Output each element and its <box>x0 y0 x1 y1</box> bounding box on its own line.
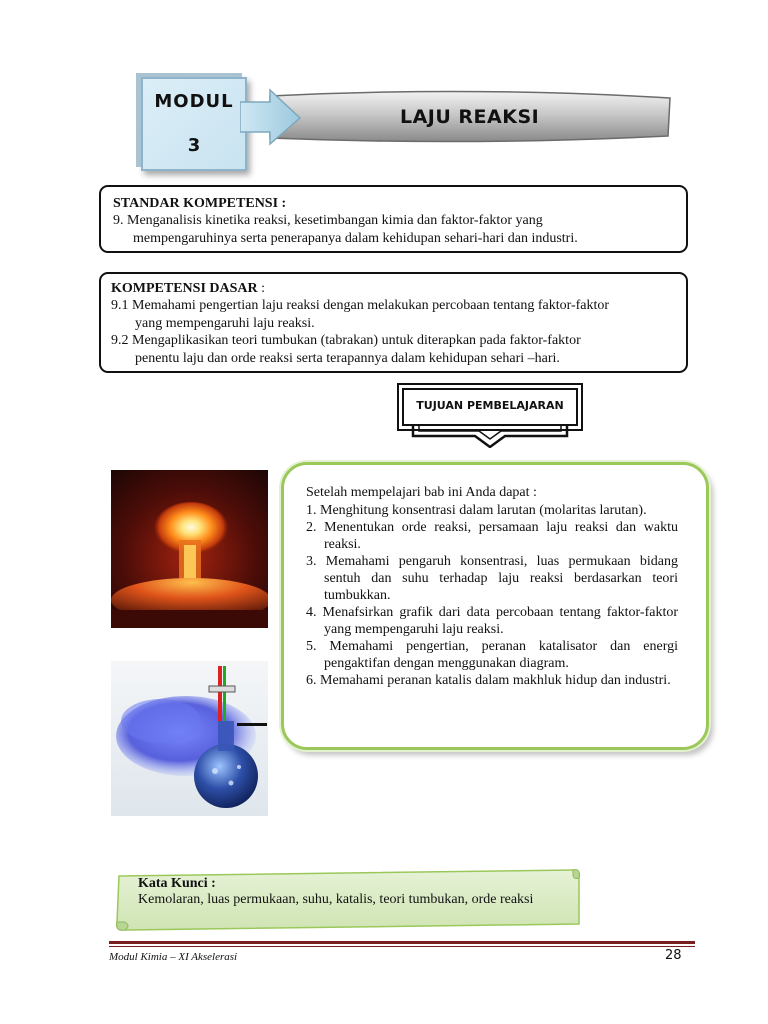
objective-item: 6. Memahami peranan katalis dalam makhluk hidup dan industri. <box>306 673 671 688</box>
standar-kompetensi-heading: STANDAR KOMPETENSI : <box>113 196 287 211</box>
kata-kunci-text: Kemolaran, luas permukaan, suhu, katalis, teori tumbukan, orde reaksi <box>138 892 534 907</box>
footer-divider-thin <box>109 946 695 947</box>
kompetensi-dasar-heading-colon: : <box>257 281 266 296</box>
explosion-image <box>111 470 268 628</box>
kompetensi-dasar-item-text: 9.1 Memahami pengertian laju reaksi dengan melakukan percobaan tentang faktor-faktor <box>111 298 610 313</box>
down-arrow-icon <box>405 426 575 448</box>
flask-image <box>111 661 268 816</box>
tujuan-pembelajaran-label: TUJUAN PEMBELAJARAN <box>416 399 564 412</box>
kompetensi-dasar-item-cont: penentu laju dan orde reaksi serta terapannya dalam kehidupan sehari –hari. <box>135 351 560 366</box>
standar-kompetensi-box <box>99 185 688 253</box>
objective-item: 5. Memahami pengertian, peranan katalisator dan energi pengaktifan dengan menggunakan diagram. <box>306 639 678 671</box>
page-number: 28 <box>665 948 682 963</box>
modul-box <box>141 77 247 171</box>
modul-label: MODUL <box>154 91 234 112</box>
kompetensi-dasar-item <box>111 332 677 368</box>
objectives-list <box>306 502 678 689</box>
kompetensi-dasar-heading <box>111 280 265 298</box>
footer-text: Modul Kimia – XI Akselerasi <box>109 951 238 963</box>
objective-item: 4. Menafsirkan grafik dari data percobaan tentang faktor-faktor yang mempengaruhi laju reaksi. <box>306 605 678 637</box>
objective-item: 2. Menentukan orde reaksi, persamaan laju reaksi dan waktu reaksi. <box>306 520 678 552</box>
tujuan-pembelajaran-box <box>402 388 578 426</box>
objective-item: 3. Memahami pengaruh konsentrasi, luas permukaan bidang sentuh dan suhu terhadap laju reaksi berdasarkan teori tumbukkan. <box>306 554 678 603</box>
modul-number: 3 <box>187 135 201 156</box>
kata-kunci-heading: Kata Kunci : <box>138 876 216 891</box>
learning-objectives-panel <box>281 462 709 750</box>
kompetensi-dasar-item-text: 9.2 Mengaplikasikan teori tumbukan (tabrakan) untuk diterapkan pada faktor-faktor <box>111 333 581 348</box>
footer-divider <box>109 941 695 944</box>
objective-item: 1. Menghitung konsentrasi dalam larutan (molaritas larutan). <box>306 503 647 518</box>
kompetensi-dasar-heading-text: KOMPETENSI DASAR <box>111 281 258 296</box>
kompetensi-dasar-item <box>111 297 677 333</box>
standar-kompetensi-line: 9. Menganalisis kinetika reaksi, kesetimbangan kimia dan faktor-faktor yang <box>113 213 543 228</box>
page-title: LAJU REAKSI <box>400 106 540 128</box>
standar-kompetensi-line: mempengaruhinya serta penerapanya dalam kehidupan sehari-hari dan industri. <box>133 231 578 246</box>
objectives-intro: Setelah mempelajari bab ini Anda dapat : <box>306 485 537 500</box>
kompetensi-dasar-item-cont: yang mempengaruhi laju reaksi. <box>135 316 315 331</box>
kompetensi-dasar-box <box>99 272 688 373</box>
